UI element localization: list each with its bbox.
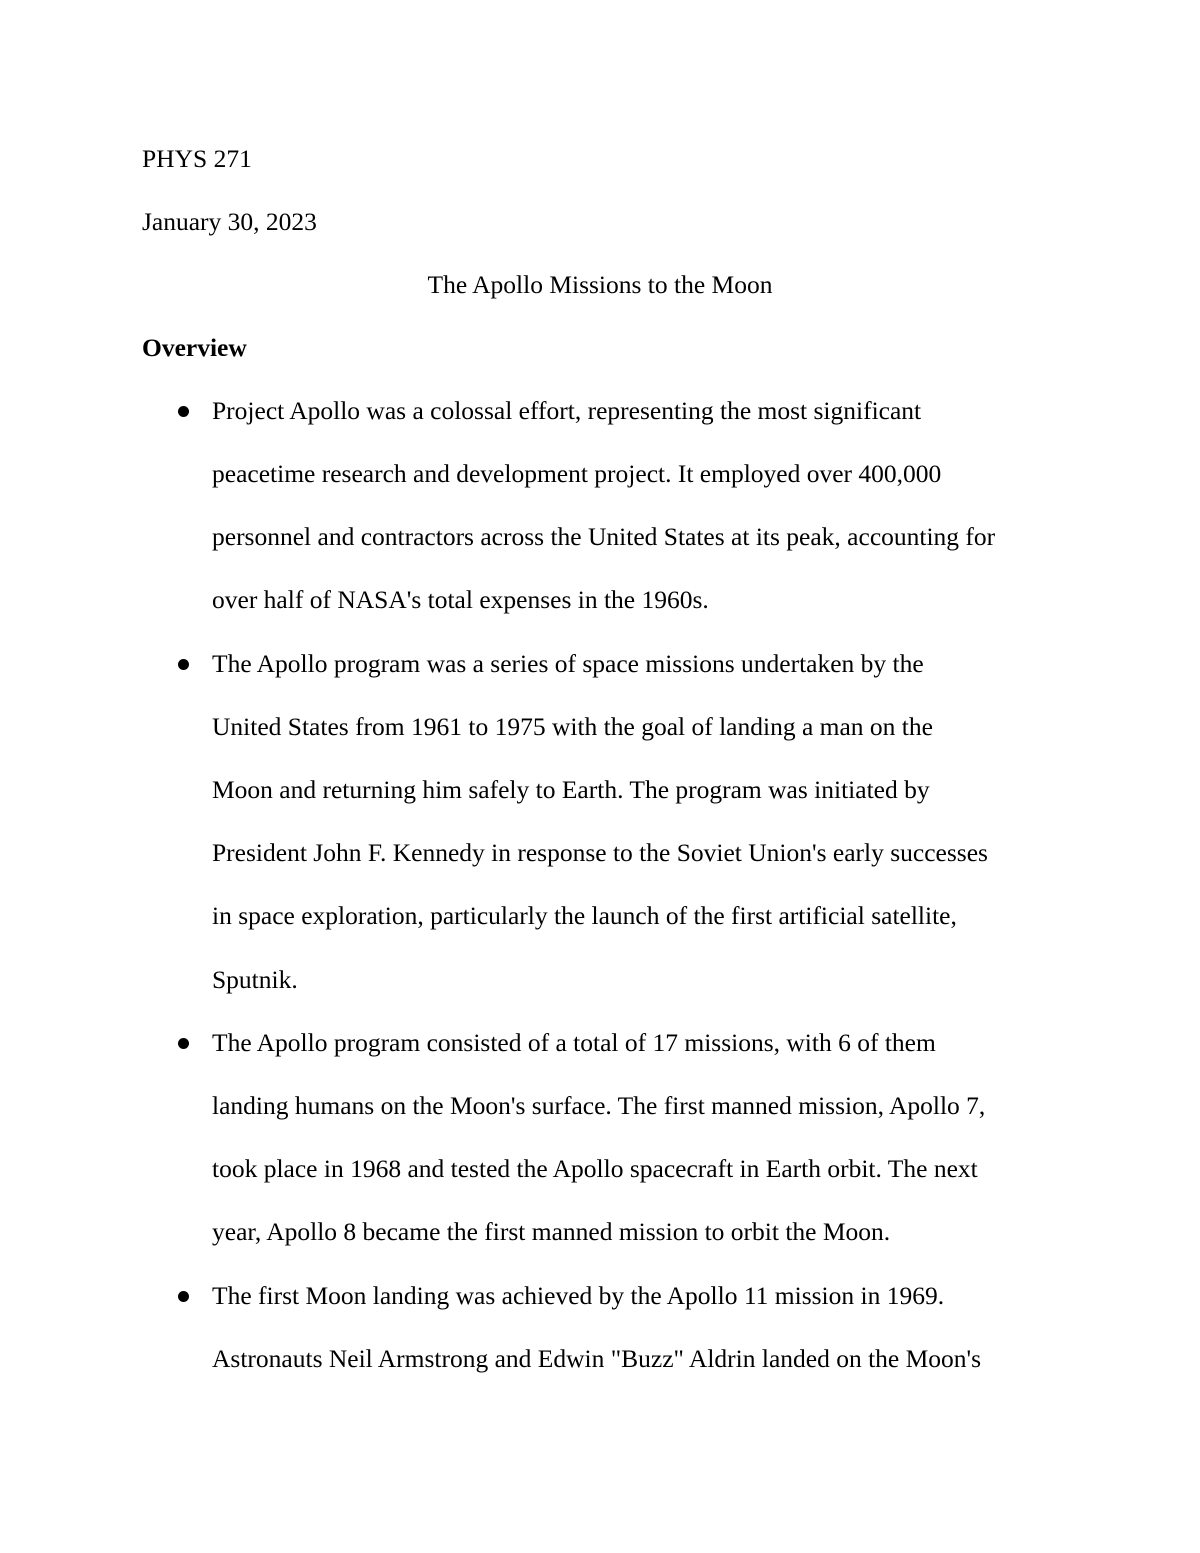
bullet-text-line: landing humans on the Moon's surface. The first manned mission, Apollo 7, — [212, 1091, 986, 1120]
bullet-text-line: The Apollo program consisted of a total of 17 missions, with 6 of them — [212, 1028, 936, 1057]
section-heading-overview: Overview — [142, 333, 247, 362]
bullet-text-line: Moon and returning him safely to Earth. The program was initiated by — [212, 775, 930, 804]
bullet-text-line: United States from 1961 to 1975 with the goal of landing a man on the — [212, 712, 933, 741]
bullet-text-line: Sputnik. — [212, 965, 298, 994]
bullet-text-line: Astronauts Neil Armstrong and Edwin "Buzz" Aldrin landed on the Moon's — [212, 1344, 982, 1373]
bullet-text-line: The Apollo program was a series of space missions undertaken by the — [212, 649, 924, 678]
document-title: The Apollo Missions to the Moon — [427, 270, 773, 299]
bullet-dot-icon — [178, 659, 189, 670]
bullet-text-line: in space exploration, particularly the launch of the first artificial satellite, — [212, 901, 957, 930]
bullet-text-line: peacetime research and development project. It employed over 400,000 — [212, 459, 942, 488]
bullet-text-line: took place in 1968 and tested the Apollo spacecraft in Earth orbit. The next — [212, 1154, 978, 1183]
bullet-text-line: personnel and contractors across the United States at its peak, accounting for — [212, 522, 996, 551]
course-label: PHYS 271 — [142, 144, 252, 173]
bullet-text-line: The first Moon landing was achieved by the Apollo 11 mission in 1969. — [212, 1281, 945, 1310]
bullet-dot-icon — [178, 1038, 189, 1049]
bullet-dot-icon — [178, 406, 189, 417]
bullet-text-line: Project Apollo was a colossal effort, representing the most significant — [212, 396, 922, 425]
bullet-text-line: President John F. Kennedy in response to the Soviet Union's early successes — [212, 838, 988, 867]
bullet-text-line: over half of NASA's total expenses in the 1960s. — [212, 585, 709, 614]
bullet-text-line: year, Apollo 8 became the first manned mission to orbit the Moon. — [212, 1217, 891, 1246]
bullet-dot-icon — [178, 1291, 189, 1302]
document-date: January 30, 2023 — [142, 207, 317, 236]
